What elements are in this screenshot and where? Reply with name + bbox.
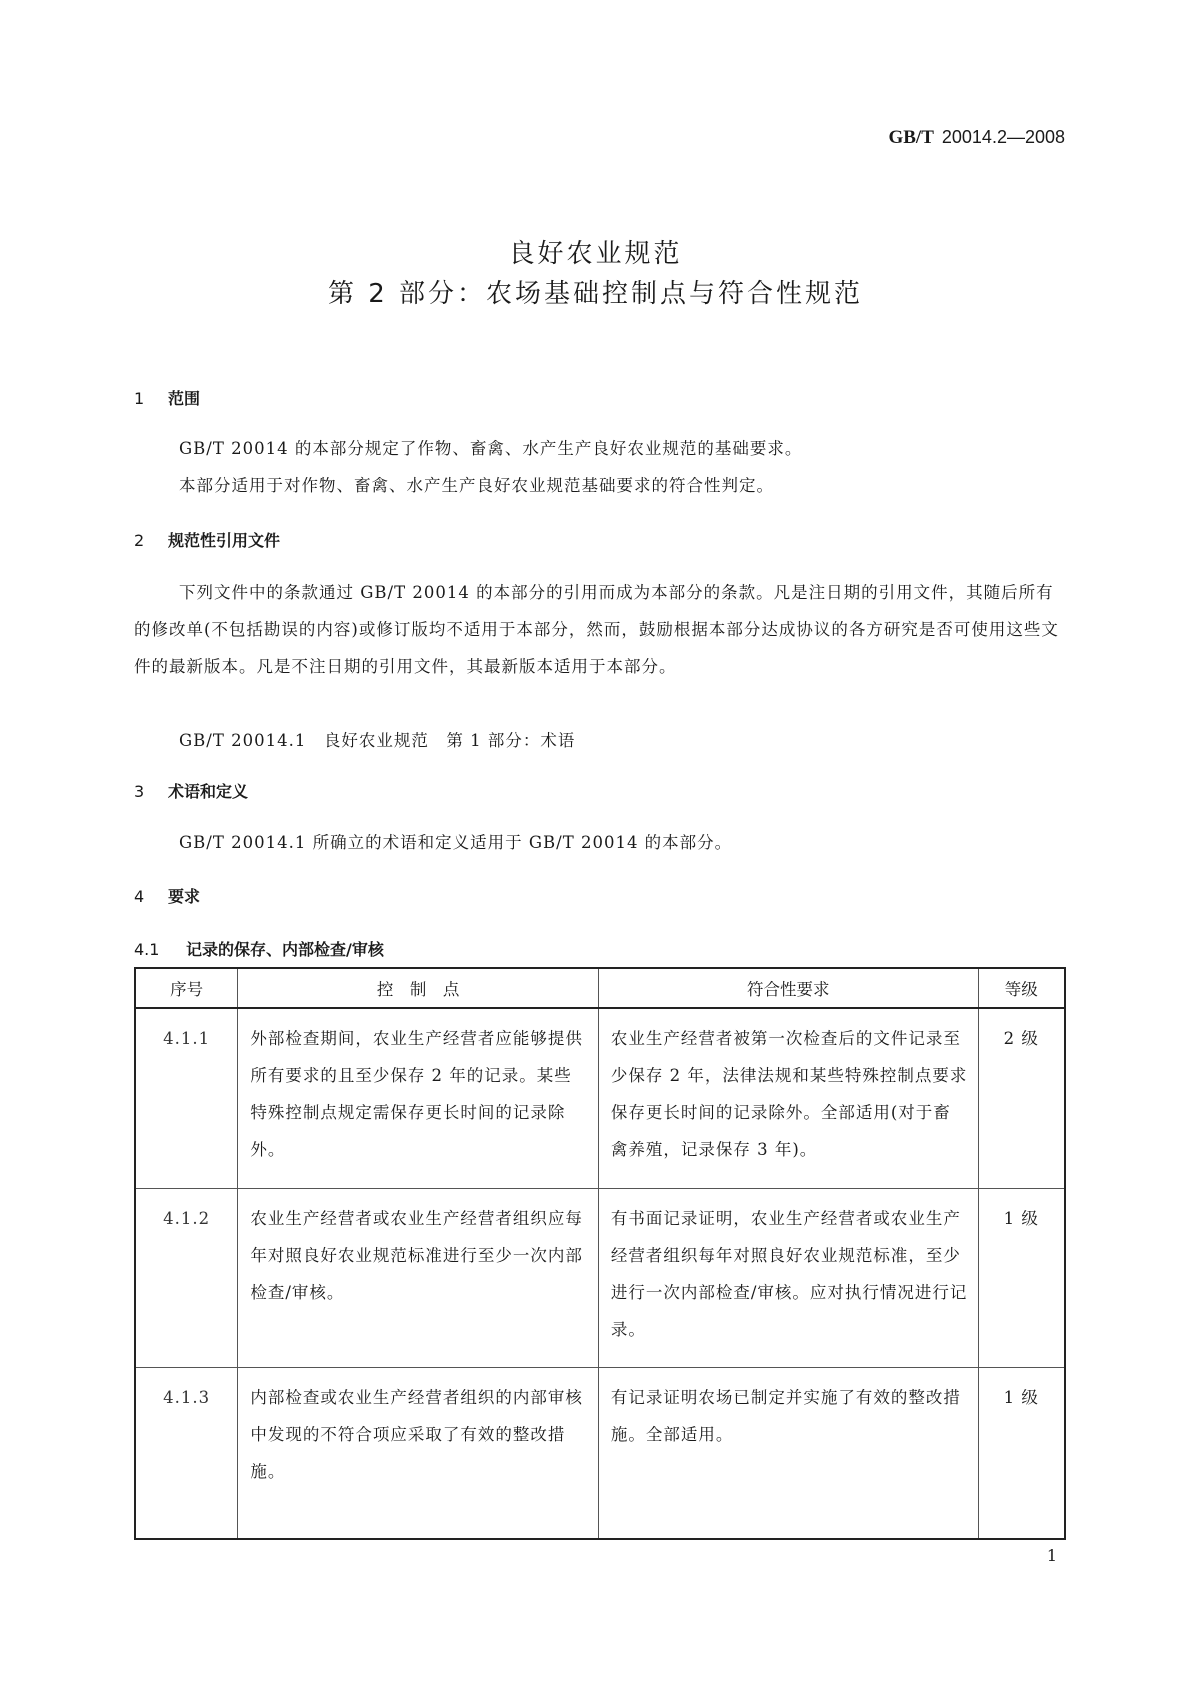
cell-control-point: 内部检查或农业生产经营者组织的内部审核中发现的不符合项应采取了有效的整改措施。 bbox=[238, 1368, 599, 1540]
subsection-title: 记录的保存、内部检查/审核 bbox=[186, 940, 384, 959]
section-heading-scope bbox=[134, 386, 200, 409]
section-number: 2 bbox=[134, 531, 145, 550]
cell-control-point: 外部检查期间，农业生产经营者应能够提供所有要求的且至少保存 2 年的记录。某些特殊控制点规定需保存更长时间的记录除外。 bbox=[238, 1008, 599, 1189]
section-number: 1 bbox=[134, 389, 145, 408]
column-header-compliance: 符合性要求 bbox=[598, 968, 978, 1008]
table-row bbox=[135, 1008, 1065, 1189]
cell-control-point: 农业生产经营者或农业生产经营者组织应每年对照良好农业规范标准进行至少一次内部检查/审核。 bbox=[238, 1189, 599, 1368]
section-title: 范围 bbox=[168, 389, 201, 408]
section-title: 术语和定义 bbox=[168, 782, 249, 801]
cell-compliance: 有记录证明农场已制定并实施了有效的整改措施。全部适用。 bbox=[598, 1368, 978, 1540]
cell-compliance: 有书面记录证明，农业生产经营者或农业生产经营者组织每年对照良好农业规范标准，至少进行一次内部检查/审核。应对执行情况进行记录。 bbox=[598, 1189, 978, 1368]
cell-level: 1 级 bbox=[978, 1189, 1065, 1368]
cell-id: 4.1.2 bbox=[135, 1189, 238, 1368]
page-number: 1 bbox=[1046, 1546, 1057, 1565]
standard-code-number: 20014.2—2008 bbox=[941, 127, 1065, 147]
section-heading-requirements bbox=[134, 884, 200, 907]
reference-item: GB/T 20014.1 良好农业规范 第 1 部分：术语 bbox=[179, 731, 576, 750]
subsection-heading-records bbox=[134, 937, 384, 960]
cell-compliance: 农业生产经营者被第一次检查后的文件记录至少保存 2 年，法律法规和某些特殊控制点要求保存更长时间的记录除外。全部适用(对于畜禽养殖，记录保存 3 年)。 bbox=[598, 1008, 978, 1189]
scope-paragraph-1: GB/T 20014 的本部分规定了作物、畜禽、水产生产良好农业规范的基础要求。 bbox=[179, 439, 803, 458]
section-title: 要求 bbox=[168, 887, 201, 906]
references-paragraph: 下列文件中的条款通过 GB/T 20014 的本部分的引用而成为本部分的条款。凡是注日期的引用文件，其随后所有的修改单(不包括勘误的内容)或修订版均不适用于本部分，然而，鼓励根据本部分达成协议的各方研究是否可使用这些文件的最新版本。凡是不注日期的引用文件，其最新版本适用于本部分。 bbox=[134, 583, 1059, 676]
section-heading-terms bbox=[134, 779, 248, 802]
standard-code-header bbox=[888, 127, 1065, 149]
column-header-level: 等级 bbox=[978, 968, 1065, 1008]
terms-paragraph: GB/T 20014.1 所确立的术语和定义适用于 GB/T 20014 的本部分。 bbox=[179, 833, 733, 852]
standard-code-prefix: GB/T bbox=[888, 127, 934, 148]
section-title: 规范性引用文件 bbox=[168, 531, 281, 550]
cell-level: 2 级 bbox=[978, 1008, 1065, 1189]
table-row bbox=[135, 1189, 1065, 1368]
cell-level: 1 级 bbox=[978, 1368, 1065, 1540]
column-header-control-point: 控 制 点 bbox=[238, 968, 599, 1008]
section-number: 4 bbox=[134, 887, 145, 906]
scope-paragraph-2: 本部分适用于对作物、畜禽、水产生产良好农业规范基础要求的符合性判定。 bbox=[179, 476, 774, 495]
cell-id: 4.1.1 bbox=[135, 1008, 238, 1189]
column-header-id: 序号 bbox=[135, 968, 238, 1008]
document-subtitle: 第 2 部分：农场基础控制点与符合性规范 bbox=[327, 279, 864, 309]
cell-id: 4.1.3 bbox=[135, 1368, 238, 1540]
table-row bbox=[135, 1368, 1065, 1540]
subsection-number: 4.1 bbox=[134, 940, 160, 959]
document-title: 良好农业规范 bbox=[508, 239, 683, 269]
requirements-table bbox=[134, 967, 1066, 1540]
section-number: 3 bbox=[134, 782, 145, 801]
section-heading-normative-references bbox=[134, 528, 280, 551]
table-header-row bbox=[135, 968, 1065, 1008]
